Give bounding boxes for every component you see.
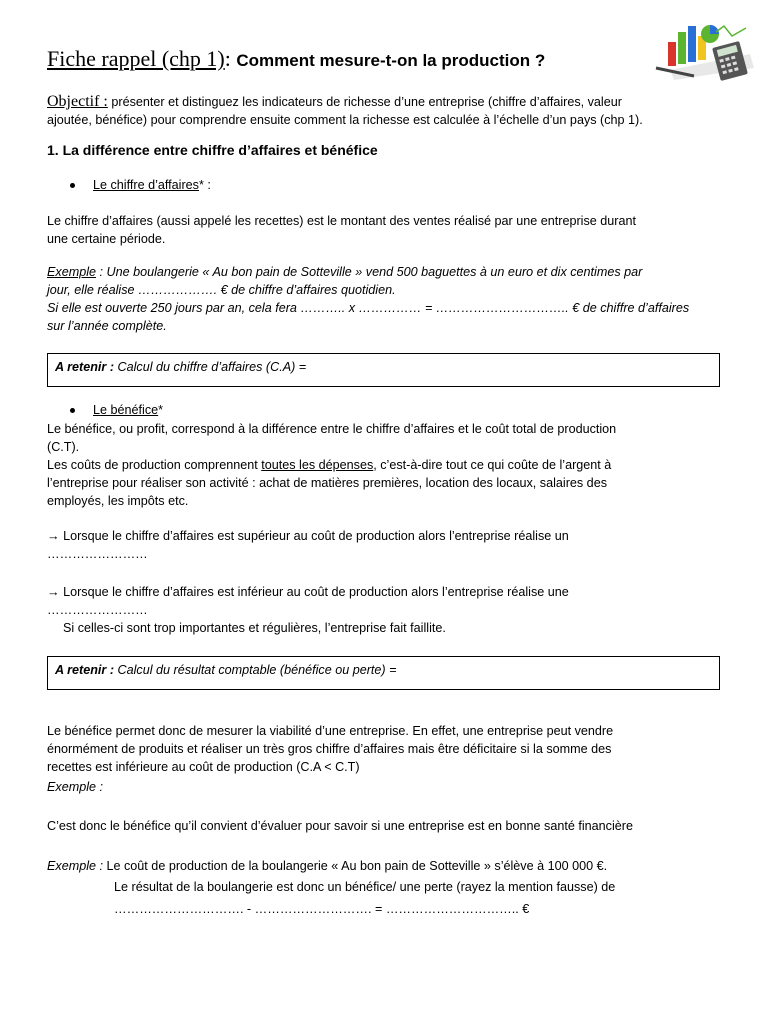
benefice-p3-a: Les coûts de production comprennent — [47, 458, 262, 472]
objective-line-2: ajoutée, bénéfice) pour comprendre ensuite comment la richesse est calculée à l’échelle d’un pays (chp 1). — [47, 113, 643, 127]
right-arrow-icon: → — [47, 585, 60, 599]
page-title — [47, 46, 545, 74]
benefice-p1: Le bénéfice, ou profit, correspond à la différence entre le chiffre d’affaires et le coût total de production — [47, 422, 617, 436]
final-example-text-1: Le coût de production de la boulangerie « Au bon pain de Sotteville » s’élève à 100 000 €. — [103, 859, 608, 873]
bullet-benefice-suffix: * — [158, 403, 164, 417]
retenir-resultat-label: A retenir : — [55, 663, 115, 677]
retenir-box-ca — [47, 353, 720, 387]
retenir-box-resultat — [47, 656, 720, 690]
bullet-dot — [70, 183, 75, 188]
ca-example-3: Si elle est ouverte 250 jours par an, cela fera ……….. x …………… = ………………………….. € de chiffre d’affaires — [47, 301, 690, 315]
arrow-dots-1: …………………… — [47, 547, 148, 561]
viability-example: Exemple : — [47, 780, 103, 794]
right-arrow-icon: → — [47, 529, 60, 543]
viability-4: C’est donc le bénéfice qu’il convient d’évaluer pour savoir si une entreprise est en bonne santé financière — [47, 819, 633, 833]
viability-1: Le bénéfice permet donc de mesurer la viabilité d’une entreprise. En effet, une entreprise peut vendre — [47, 724, 614, 738]
bullet-benefice — [93, 401, 163, 419]
ca-example-text-1: : Une boulangerie « Au bon pain de Sotteville » vend 500 baguettes à un euro et dix centimes par — [96, 265, 643, 279]
chart-calculator-icon — [650, 18, 758, 82]
retenir-ca-label: A retenir : — [55, 360, 115, 374]
title-colon: : — [224, 46, 231, 71]
faillite-line: Si celles-ci sont trop importantes et régulières, l’entreprise fait faillite. — [63, 621, 446, 635]
arrow-line-2 — [47, 583, 569, 601]
ca-definition-2: une certaine période. — [47, 232, 166, 246]
section-heading: 1. La différence entre chiffre d’affaires et bénéfice — [47, 142, 378, 158]
title-prefix: Fiche rappel (chp 1) — [47, 46, 225, 71]
arrow-dots-2: …………………… — [47, 603, 148, 617]
ca-example-1 — [47, 263, 642, 281]
benefice-p3-underlined: toutes les dépenses — [261, 458, 374, 472]
objective-line-1 — [47, 93, 622, 111]
retenir-ca-text — [55, 360, 306, 374]
ca-definition-1: Le chiffre d’affaires (aussi appelé les recettes) est le montant des ventes réalisé par une entreprise durant — [47, 214, 636, 228]
benefice-p2: (C.T). — [47, 440, 80, 454]
bullet-ca-label: Le chiffre d’affaires — [93, 178, 199, 192]
final-example-label: Exemple : — [47, 859, 103, 873]
arrow-text-1: Lorsque le chiffre d’affaires est supérieur au coût de production alors l’entreprise réalise un — [59, 529, 569, 543]
benefice-p4: l’entreprise pour réaliser son activité : achat de matières premières, location des locaux, salaires des — [47, 476, 607, 490]
arrow-text-2: Lorsque le chiffre d’affaires est inférieur au coût de production alors l’entreprise réalise une — [59, 585, 569, 599]
title-main: Comment mesure-t-on la production ? — [236, 51, 546, 70]
benefice-p3 — [47, 456, 611, 474]
objective-text-1: présenter et distinguez les indicateurs de richesse d’une entreprise (chiffre d’affaires, valeur — [111, 95, 622, 109]
bullet-dot — [70, 408, 75, 413]
benefice-p5: employés, les impôts etc. — [47, 494, 189, 508]
retenir-resultat-text — [55, 663, 396, 677]
arrow-line-1 — [47, 527, 569, 545]
ca-example-2: jour, elle réalise ………………. € de chiffre d’affaires quotidien. — [47, 283, 396, 297]
final-example-3: …………………………. - ………………………. = ………………………….. € — [114, 902, 530, 916]
retenir-resultat-formula: Calcul du résultat comptable (bénéfice ou perte) = — [114, 663, 397, 677]
bullet-ca-suffix: * : — [198, 178, 211, 192]
final-example-1 — [47, 857, 607, 875]
ca-example-label: Exemple — [47, 265, 96, 279]
retenir-ca-formula: Calcul du chiffre d’affaires (C.A) = — [114, 360, 307, 374]
benefice-p3-b: , c’est-à-dire tout ce qui coûte de l’argent à — [373, 458, 612, 472]
objective-label: Objectif : — [47, 93, 108, 110]
ca-example-4: sur l’année complète. — [47, 319, 167, 333]
viability-3: recettes est inférieure au coût de production (C.A < C.T) — [47, 760, 360, 774]
bullet-ca — [93, 176, 211, 194]
viability-2: énormément de produits et réaliser un très gros chiffre d’affaires mais être déficitaire si la somme des — [47, 742, 612, 756]
final-example-2: Le résultat de la boulangerie est donc un bénéfice/ une perte (rayez la mention fausse) de — [114, 880, 616, 894]
bullet-benefice-label: Le bénéfice — [93, 403, 159, 417]
